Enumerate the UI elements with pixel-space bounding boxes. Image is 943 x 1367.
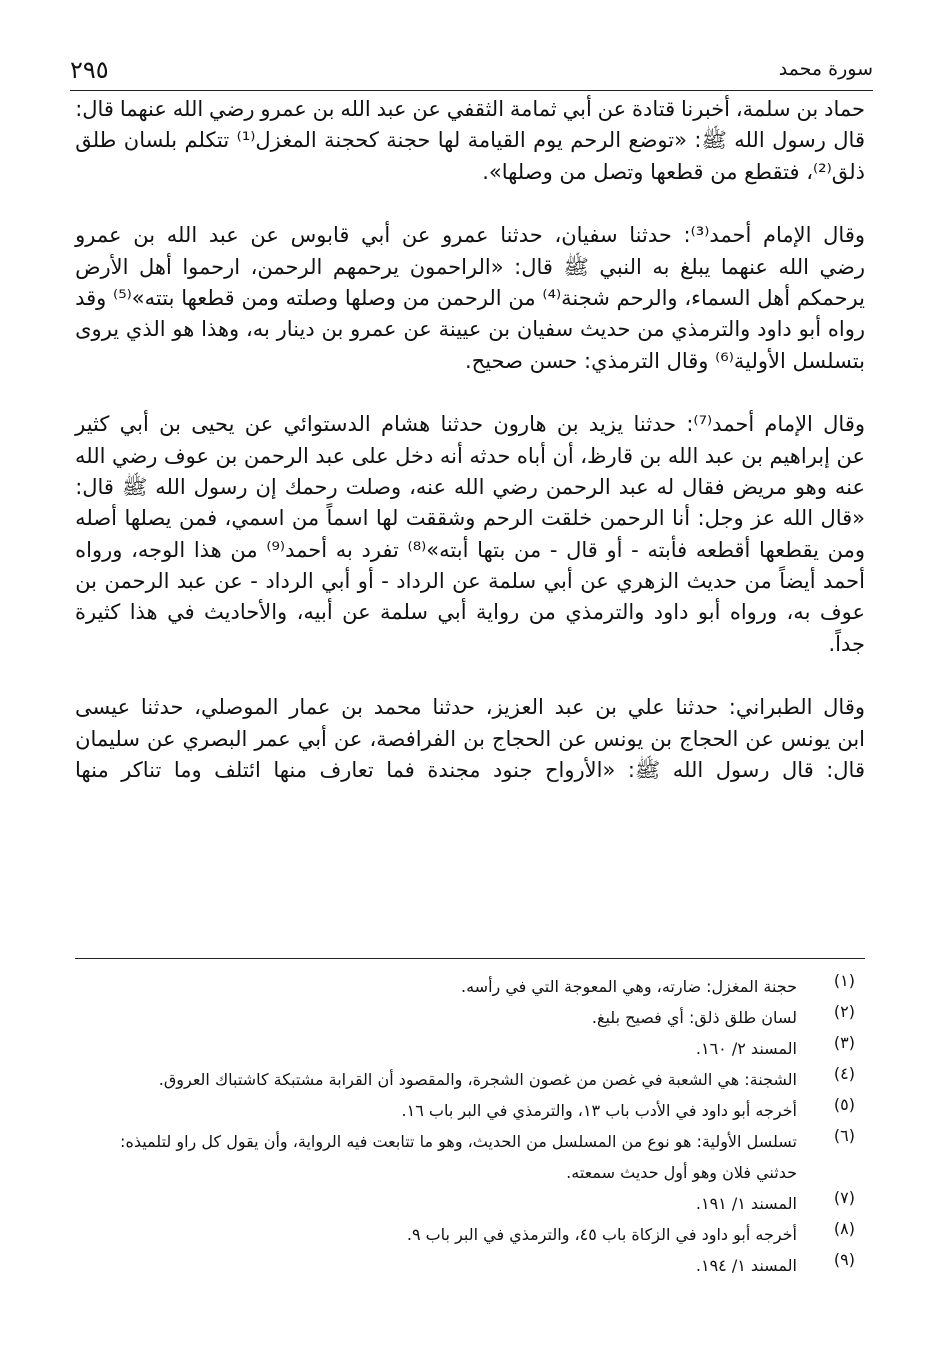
- text-line: وقال الطبراني: حدثنا علي بن عبد العزيز، حدثنا محمد بن عمار الموصلي، حدثنا عيسى: [75, 695, 865, 720]
- text-line: رضي الله عنهما يبلغ به النبي ﷺ قال: «الراحمون يرحمهم الرحمن، ارحموا أهل الأرض: [75, 254, 865, 279]
- footnote-text: لسان طلق ذلق: أي فصيح بليغ.: [591, 1008, 797, 1027]
- text-line: عوف به، ورواه أبو داود والترمذي من رواية أبي سلمة عن أبيه، والأحاديث في هذا كثيرة: [75, 600, 865, 625]
- footnote-item: [75, 1095, 865, 1126]
- text-line: عنه وهو مريض فقال له عبد الرحمن رضي الله عنه، وصلت رحمك إن رسول الله ﷺ قال:: [75, 474, 865, 499]
- paragraph-4: [75, 692, 865, 786]
- text-line: وقال الإمام أحمد⁽⁷⁾: حدثنا يزيد بن هارون حدثنا هشام الدستوائي عن يحيى بن أبي كثير: [75, 412, 865, 437]
- page-number: ٢٩٥: [70, 56, 109, 84]
- footnote-item: [75, 1064, 865, 1095]
- footnote-text: المسند ٢/ ١٦٠.: [695, 1039, 797, 1058]
- surah-title: سورة محمد: [778, 58, 873, 80]
- footnote-item: [75, 1219, 865, 1250]
- paragraph-1: [75, 94, 865, 188]
- footnote-text: المسند ١/ ١٩٤.: [695, 1256, 797, 1275]
- text-line: جداً.: [828, 631, 865, 656]
- text-line: عن إبراهيم بن عبد الله بن قارظ، أن أباه حدثه أنه دخل على عبد الرحمن بن عوف رضي الله: [75, 443, 865, 468]
- text-line: أحمد أيضاً من حديث الزهري عن أبي سلمة عن الرداد - أو أبي الرداد - عن عبد الرحمن بن: [75, 569, 865, 594]
- footnote-text: الشجنة: هي الشعبة في غصن من غصون الشجرة، والمقصود أن القرابة مشتبكة كاشتباك العروق.: [158, 1070, 797, 1089]
- footnote-text: المسند ١/ ١٩١.: [695, 1194, 797, 1213]
- footnote-number: (٢): [833, 1002, 855, 1021]
- text-line: بتسلسل الأولية⁽⁶⁾ وقال الترمذي: حسن صحيح.: [464, 348, 865, 373]
- footnotes-section: [75, 958, 865, 1281]
- footnote-item: [75, 1188, 865, 1219]
- footnote-item: [75, 971, 865, 1002]
- text-line: وقال الإمام أحمد⁽³⁾: حدثنا سفيان، حدثنا عمرو عن أبي قابوس عن عبد الله بن عمرو: [75, 223, 865, 248]
- text-line: حماد بن سلمة، أخبرنا قتادة عن أبي ثمامة الثقفي عن عبد الله بن عمرو رضي الله عنهما قال:: [75, 97, 865, 121]
- footnote-text: أخرجه أبو داود في الزكاة باب ٤٥، والترمذي في البر باب ٩.: [406, 1225, 797, 1244]
- footnote-number: (٥): [833, 1095, 855, 1114]
- text-line: «قال الله عز وجل: أنا الرحمن خلقت الرحم وشققت لها اسماً من اسمي، فمن يصلها أصله: [75, 506, 865, 531]
- footnote-item: [75, 1126, 865, 1188]
- text-line: ومن يقطعها أقطعه فأبته - أو قال - من بتها أبته»⁽⁸⁾ تفرد به أحمد⁽⁹⁾ من هذا الوجه، ورواه: [75, 537, 865, 562]
- text-line: ابن يونس عن الحجاج بن يونس عن الحجاج بن الفرافصة، عن أبي عمر البصري عن سليمان: [75, 726, 865, 751]
- text-line: يرحمكم أهل السماء، والرحم شجنة⁽⁴⁾ من الرحمن من وصلها وصلته ومن قطعها بتته»⁽⁵⁾ وقد: [75, 285, 865, 310]
- footnote-number: (٦): [833, 1126, 855, 1145]
- footnote-number: (٧): [833, 1188, 855, 1207]
- footnote-item: [75, 1033, 865, 1064]
- footnote-number: (٤): [833, 1064, 855, 1083]
- footnote-item: [75, 1002, 865, 1033]
- text-line: رواه أبو داود والترمذي من حديث سفيان بن عيينة عن عمرو بن دينار به، وهذا هو الذي يروى: [75, 317, 865, 342]
- text-line: قال: قال رسول الله ﷺ: «الأرواح جنود مجندة فما تعارف منها ائتلف وما تناكر منها: [75, 758, 865, 783]
- paragraph-2: [75, 220, 865, 377]
- footnote-text: حجنة المغزل: ضارته، وهي المعوجة التي في رأسه.: [461, 977, 797, 996]
- text-line: قال رسول الله ﷺ: «توضع الرحم يوم القيامة لها حجنة كحجنة المغزل⁽¹⁾ تتكلم بلسان طلق: [75, 128, 865, 153]
- footnote-list: [75, 959, 865, 1281]
- text-line: ذلق⁽²⁾، فتقطع من قطعها وتصل من وصلها».: [482, 159, 865, 184]
- main-text: [75, 94, 865, 786]
- footnote-number: (٩): [833, 1250, 855, 1269]
- footnote-item: [75, 1250, 865, 1281]
- footnote-number: (٣): [833, 1033, 855, 1052]
- footnote-number: (١): [833, 971, 855, 990]
- footnote-text: أخرجه أبو داود في الأدب باب ١٣، والترمذي في البر باب ١٦.: [401, 1101, 797, 1120]
- footnote-number: (٨): [833, 1219, 855, 1238]
- footnote-text: تسلسل الأولية: هو نوع من المسلسل من الحديث، وهو ما تتابعت فيه الرواية، وأن يقول كل راو لتلميذه: حدثني فلان وهو أول حديث سمعته.: [120, 1132, 797, 1182]
- paragraph-3: [75, 409, 865, 660]
- page-header: [70, 56, 873, 91]
